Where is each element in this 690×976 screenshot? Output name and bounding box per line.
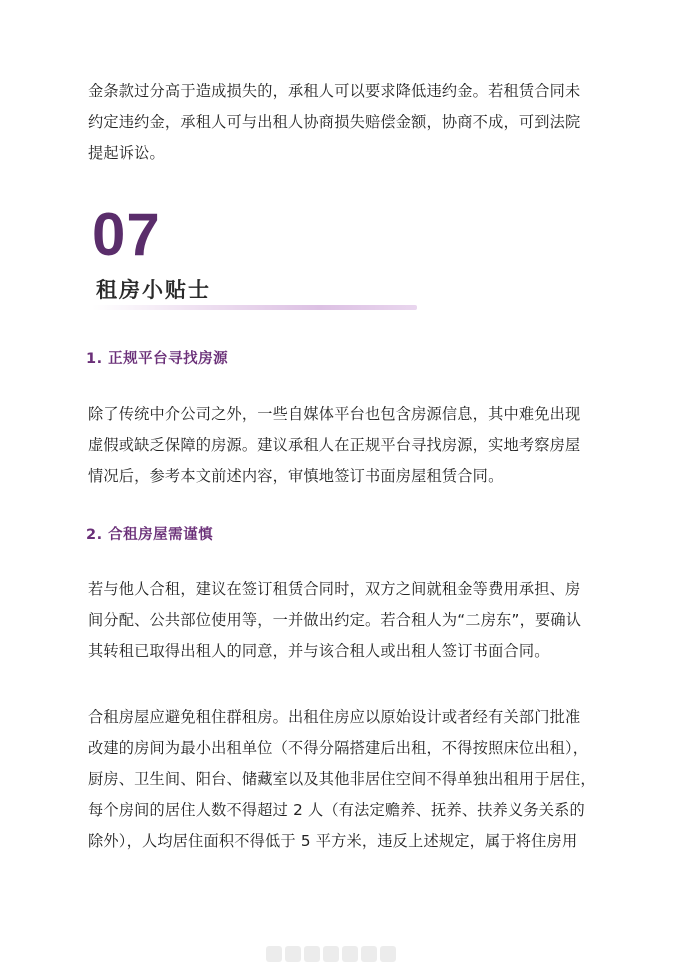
tip-1-paragraph bbox=[88, 399, 608, 492]
tip-heading-1: 1. 正规平台寻找房源 bbox=[86, 351, 229, 367]
text-line: 情况后，参考本文前述内容，审慎地签订书面房屋租赁合同。 bbox=[88, 467, 504, 485]
text-line: 虚假或缺乏保障的房源。建议承租人在正规平台寻找房源，实地考察房屋 bbox=[88, 436, 581, 454]
watermark-glyph bbox=[361, 946, 377, 962]
text-line: 合租房屋应避免租住群租房。出租住房应以原始设计或者经有关部门批准 bbox=[88, 708, 581, 726]
intro-paragraph bbox=[88, 76, 608, 169]
text-line: 除了传统中介公司之外，一些自媒体平台也包含房源信息，其中难免出现 bbox=[88, 405, 581, 423]
text-line: 提起诉讼。 bbox=[88, 144, 165, 162]
text-line: 除外），人均居住面积不得低于 5 平方米，违反上述规定，属于将住房用 bbox=[88, 832, 578, 850]
section-number: 07 bbox=[92, 201, 161, 268]
text-line: 间分配、公共部位使用等，一并做出约定。若合租人为“二房东”，要确认 bbox=[88, 611, 582, 629]
watermark-glyph bbox=[342, 946, 358, 962]
text-line: 每个房间的居住人数不得超过 2 人（有法定赡养、抚养、扶养义务关系的 bbox=[88, 801, 585, 819]
watermark-glyph bbox=[380, 946, 396, 962]
watermark-glyph bbox=[323, 946, 339, 962]
watermark-glyph bbox=[285, 946, 301, 962]
text-line: 其转租已取得出租人的同意，并与该合租人或出租人签订书面合同。 bbox=[88, 642, 550, 660]
text-line: 改建的房间为最小出租单位（不得分隔搭建后出租，不得按照床位出租）， bbox=[88, 739, 589, 757]
section-title-underline bbox=[92, 305, 417, 310]
watermark-glyph bbox=[266, 946, 282, 962]
text-line: 若与他人合租，建议在签订租赁合同时，双方之间就租金等费用承担、房 bbox=[88, 580, 581, 598]
watermark-glyph bbox=[304, 946, 320, 962]
section-title: 租房小贴士 bbox=[96, 277, 211, 302]
tip-2-paragraph-2 bbox=[88, 702, 608, 857]
tip-2-paragraph-1 bbox=[88, 574, 608, 667]
watermark bbox=[266, 942, 406, 966]
text-line: 金条款过分高于造成损失的，承租人可以要求降低违约金。若租赁合同未 bbox=[88, 82, 581, 100]
text-line: 厨房、卫生间、阳台、储藏室以及其他非居住空间不得单独出租用于居住， bbox=[88, 770, 596, 788]
tip-heading-2: 2. 合租房屋需谨慎 bbox=[86, 527, 214, 543]
text-line: 约定违约金，承租人可与出租人协商损失赔偿金额，协商不成，可到法院 bbox=[88, 113, 581, 131]
